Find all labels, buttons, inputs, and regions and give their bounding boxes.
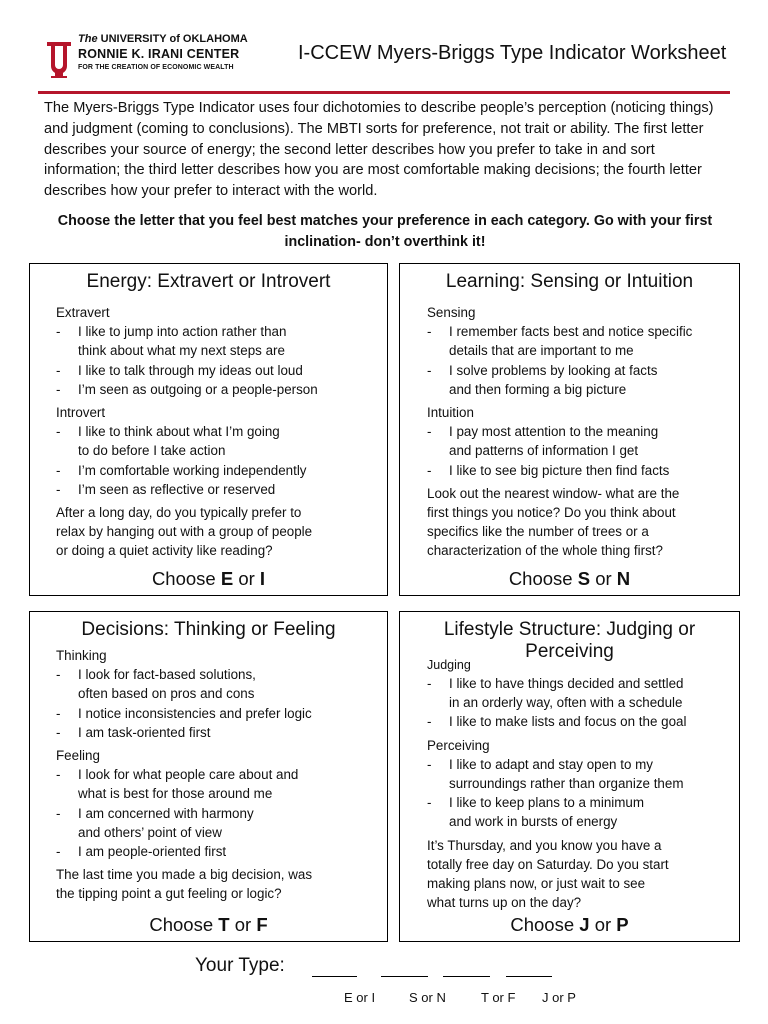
- learning-title: Learning: Sensing or Intuition: [445, 271, 694, 292]
- lifestyle-title: Lifestyle Structure: Judging or Perceiving: [443, 619, 696, 662]
- blank-label-j-or-p: J or P: [542, 990, 576, 1005]
- logo-line-1: The UNIVERSITY of OKLAHOMA: [78, 33, 248, 45]
- lifestyle-body: [427, 657, 737, 912]
- list-item: - I like to keep plans to a minimum and work in bursts of energy: [427, 793, 737, 831]
- list-item: - I look for what people care about and what is best for those around me: [56, 765, 381, 803]
- energy-question: After a long day, do you typically prefer to relax by hanging out with a group of people or doing a quiet activity like reading?: [56, 505, 313, 559]
- header-divider: [38, 91, 730, 94]
- choose-s-or-n: Choose S or N: [508, 568, 631, 589]
- judging-label: Judging: [427, 658, 471, 672]
- energy-box: [29, 263, 388, 596]
- type-blank-4[interactable]: [506, 976, 552, 977]
- learning-body: [427, 303, 737, 561]
- blank-label-e-or-i: E or I: [344, 990, 376, 1005]
- energy-title: Energy: Extravert or Introvert: [86, 271, 331, 292]
- blank-label-s-or-n: S or N: [409, 990, 446, 1005]
- energy-body: [56, 303, 381, 561]
- logo-line-2: RONNIE K. IRANI CENTER: [78, 46, 240, 61]
- type-blank-3[interactable]: [443, 976, 490, 977]
- list-item: - I like to adapt and stay open to my surroundings rather than organize them: [427, 755, 737, 793]
- logo-line-3: FOR THE CREATION OF ECONOMIC WEALTH: [78, 63, 234, 71]
- extravert-label: Extravert: [56, 305, 110, 320]
- decisions-box: [29, 611, 388, 942]
- list-item: - I like to jump into action rather than think about what my next steps are: [56, 322, 381, 360]
- list-item: - I like to talk through my ideas out loud: [56, 361, 381, 380]
- list-item: - I look for fact-based solutions, often based on pros and cons: [56, 665, 381, 703]
- learning-question: Look out the nearest window- what are the first things you notice? Do you think about specifics like the number of trees or a characterization of the whole thing first?: [427, 485, 680, 559]
- decisions-body: [56, 646, 381, 904]
- perceiving-label: Perceiving: [427, 737, 490, 753]
- list-item: - I am task-oriented first: [56, 723, 381, 742]
- list-item: - I’m seen as reflective or reserved: [56, 480, 381, 499]
- sensing-label: Sensing: [427, 305, 476, 320]
- lifestyle-question: It’s Thursday, and you know you have a totally free day on Saturday. Do you start making plans now, or just wait to see what turns up on the day?: [427, 837, 669, 911]
- type-blank-2[interactable]: [381, 976, 428, 977]
- learning-box: [399, 263, 740, 596]
- list-item: - I’m seen as outgoing or a people-person: [56, 380, 381, 399]
- list-item: - I pay most attention to the meaning and patterns of information I get: [427, 422, 737, 460]
- list-item: - I solve problems by looking at facts and then forming a big picture: [427, 361, 737, 399]
- blank-label-t-or-f: T or F: [481, 990, 516, 1005]
- list-item: - I like to see big picture then find facts: [427, 461, 737, 480]
- decisions-title: Decisions: Thinking or Feeling: [81, 619, 336, 640]
- lifestyle-box: [399, 611, 740, 942]
- choose-t-or-f: Choose T or F: [149, 914, 268, 935]
- list-item: - I remember facts best and notice specific details that are important to me: [427, 322, 737, 360]
- list-item: - I notice inconsistencies and prefer logic: [56, 704, 381, 723]
- list-item: - I am concerned with harmony and others’ point of view: [56, 804, 381, 842]
- list-item: - I like to make lists and focus on the goal: [427, 712, 737, 731]
- logo-text: [78, 34, 248, 71]
- document-title: I-CCEW Myers-Briggs Type Indicator Worksheet: [298, 42, 727, 64]
- choose-j-or-p: Choose J or P: [510, 914, 629, 935]
- feeling-label: Feeling: [56, 748, 100, 764]
- list-item: - I like to think about what I’m going to do before I take action: [56, 422, 381, 460]
- intuition-label: Intuition: [427, 405, 474, 421]
- list-item: - I’m comfortable working independently: [56, 461, 381, 480]
- university-logo-icon: [43, 38, 75, 78]
- decisions-question: The last time you made a big decision, was the tipping point a gut feeling or logic?: [56, 867, 313, 902]
- your-type-label: Your Type:: [195, 955, 285, 976]
- list-item: - I am people-oriented first: [56, 842, 381, 861]
- choose-e-or-i: Choose E or I: [151, 568, 266, 589]
- introvert-label: Introvert: [56, 405, 106, 421]
- intro-paragraph: The Myers-Briggs Type Indicator uses four dichotomies to describe people’s perception (noticing things) and judgment (coming to conclusions). The MBTI sorts for preference, not trait or ability. The first letter describes your source of energy; the second letter describes how you prefer to take in and sort information; the third letter describes how you are most comfortable making decisions; the fourth letter describes how your prefer to interact with the world.: [44, 100, 714, 200]
- list-item: - I like to have things decided and settled in an orderly way, often with a schedule: [427, 674, 737, 712]
- type-blank-1[interactable]: [312, 976, 357, 977]
- instruction-text: Choose the letter that you feel best matches your preference in each category. Go with your first inclination- don’t overthink it!: [57, 213, 713, 250]
- thinking-label: Thinking: [56, 648, 107, 663]
